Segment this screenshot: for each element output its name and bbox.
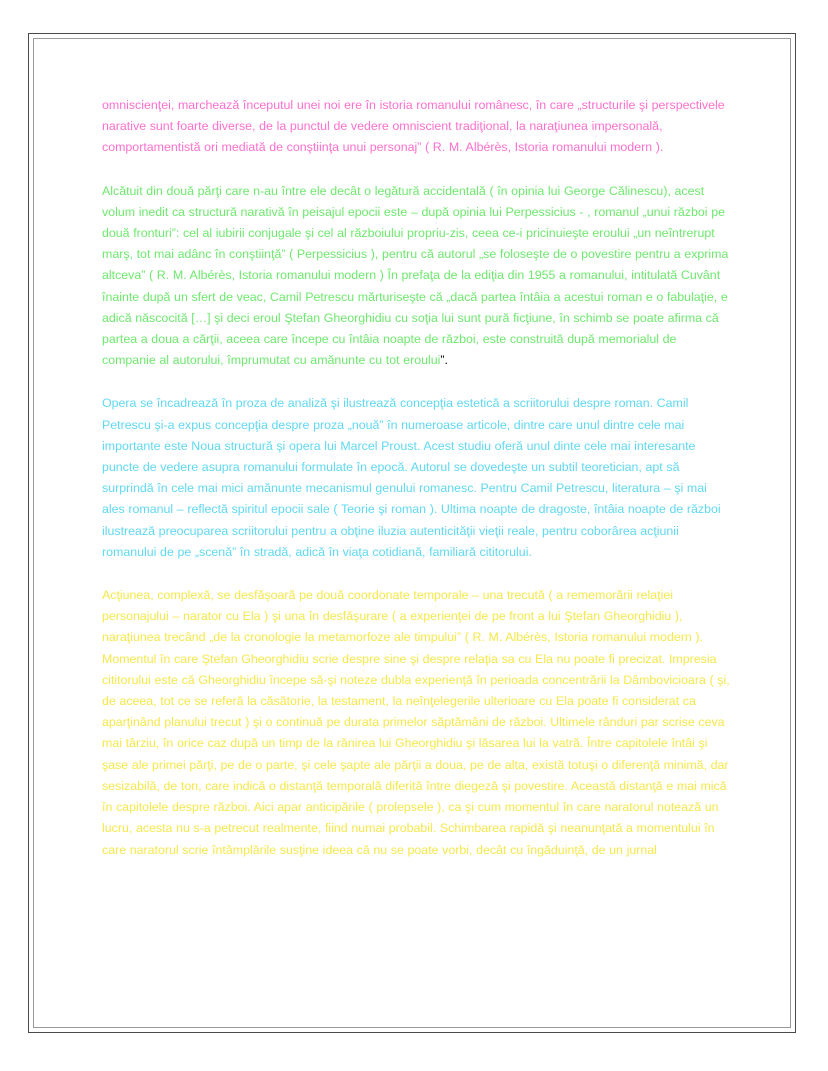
paragraph-2-text: Alcătuit din două părţi care n-au între ele decât o legătură accidentală ( în opinia lui George Călinescu), acest volum inedit ca structură narativă în peisajul epocii este – după opinia lui Perpessicius - , romanul „unui război pe două fronturi”: cel al iubirii conjugale şi cel al războiului propriu-zis, ceea ce-i pricinuieşte eroului „un neîntrerupt marş, tot mai adânc în conştiinţă” ( Perpessicius ), pentru că autorul „se foloseşte de o povestire pentru a exprima altceva” ( R. M. Albérès, Istoria romanului modern ) În prefaţa de la ediţia din 1955 a romanului, intitulată Cuvânt înainte după un sfert de veac, Camil Petrescu mărturiseşte că „dacă partea întâia a acestui roman e o fabulaţie, e adică născocită […] şi deci eroul Ştefan Gheorghidiu cu soţia lui sunt pură ficţiune, în schimb se poate afirma că partea a doua a cărţii, aceea care începe cu întâia noapte de război, este construită după memorialul de companie al autorului, împrumutat cu amănunte cu tot eroului bbox=[102, 183, 729, 368]
paragraph-2-tail: ”. bbox=[440, 353, 448, 368]
page-inner-border bbox=[33, 38, 791, 1028]
paragraph-3: Opera se încadrează în proza de analiză şi ilustrează concepţia estetică a scriitorului despre roman. Camil Petrescu şi-a expus concepţia despre proza „nouă” în numeroase articole, dintre care unul dintre cele mai importante este Noua structură şi opera lui Marcel Proust. Acest studiu oferă unul dinte cele mai interesante puncte de vedere asupra romanului formulate în epocă. Autorul se dovedeşte un subtil teoretician, apt să surprindă în cele mai mici amănunte mecanismul genului romanesc. Pentru Camil Petrescu, literatura – şi mai ales romanul – reflectă spiritul epocii sale ( Teorie şi roman ). Ultima noapte de dragoste, întâia noapte de război ilustrează preocuparea scriitorului pentru a obţine iluzia autenticităţii vieţii reale, pentru coborârea acţiunii romanului de pe „scenă” în stradă, adică în viaţa cotidiană, familiară cititorului. bbox=[102, 396, 721, 559]
paragraph-1: omniscienţei, marchează începutul unei noi ere în istoria romanului românesc, în care „structurile şi perspectivele narative sunt foarte diverse, de la punctul de vedere omniscient tradiţional, la naraţiunea impersonală, comportamentistă ori mediată de conştiinţa unui personaj” ( R. M. Albérès, Istoria romanului modern ). bbox=[102, 98, 725, 155]
document-text-body bbox=[102, 95, 732, 861]
document-page bbox=[28, 33, 796, 1033]
paragraph-4: Acţiunea, complexă, se desfăşoară pe două coordonate temporale – una trecută ( a rememorării relaţiei personajului – narator cu Ela ) şi una în desfăşurare ( a experienţei de pe front a lui Ştefan Gheorghidiu ), naraţiunea trecând „de la cronologie la metamorfoze ale timpului” ( R. M. Albérès, Istoria romanului modern ). Momentul în care Ştefan Gheorghidiu scrie despre sine şi despre relaţia sa cu Ela nu poate fi precizat. Impresia cititorului este că Gheorghidiu începe să-şi noteze dubla experienţă în perioada concentrării la Dâmbovicioara ( şi, de aceea, tot ce se referă la căsătorie, la testament, la neînţelegerile ulterioare cu Ela poate fi considerat ca aparţinând planului trecut ) şi o continuă pe durata primelor săptămâni de război. Ultimele rânduri par scrise ceva mai târziu, în orice caz după un timp de la rănirea lui Gheorghidiu şi lăsarea lui la vatră. Între capitolele întâi şi şase ale primei părţi, pe de o parte, şi cele şapte ale părţii a doua, pe de alta, există totuşi o diferenţă minimă, dar sesizabilă, de ton, care indică o distanţă temporală diferită între diegeză şi povestire. Această distanţă e mai mică în capitolele despre război. Aici apar anticipările ( prolepsele ), ca şi cum momentul în care naratorul notează un lucru, acesta nu s-a petrecut realmente, fiind numai probabil. Schimbarea rapidă şi neanunţată a momentului în care naratorul scrie întâmplările susţine ideea că nu se poate vorbi, decât cu îngăduinţă, de un jurnal bbox=[102, 588, 730, 857]
paragraph-2 bbox=[102, 181, 732, 372]
